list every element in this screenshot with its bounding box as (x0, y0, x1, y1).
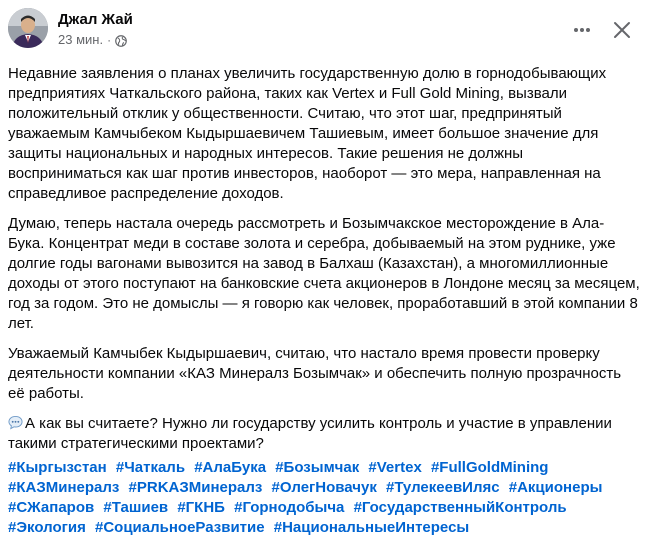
hashtag-link[interactable]: #СЖапаров (8, 499, 95, 516)
hashtag-link[interactable]: #Горнодобыча (234, 499, 345, 516)
meta-separator: · (107, 33, 112, 47)
post-question (8, 414, 640, 454)
avatar-photo (8, 8, 48, 48)
hashtag-link[interactable]: #Акционеры (508, 479, 603, 496)
author-name[interactable]: Джал Жай (58, 11, 133, 28)
hashtag-link[interactable]: #Ташиев (103, 499, 169, 516)
hashtag-link[interactable]: #ТулекеевИляс (386, 479, 500, 496)
speech-bubble-icon (8, 415, 23, 430)
more-options-button[interactable] (566, 14, 598, 46)
hashtag-list (8, 458, 640, 538)
hashtag-link[interactable]: #ГосударственныйКонтроль (353, 499, 567, 516)
post-paragraph: Недавние заявления о планах увеличить государственную долю в горнодобывающих предприятиях Чаткальского района, таких как Vertex и Full Gold Mining, вызвали положительный отклик у общественности. Считаю, что этот шаг, предпринятый уважаемым Камчыбеком Кыдыршаевичем Ташиевым, имеет большое значение для защиты национальных и народных интересов. Такие решения не должны восприниматься как шаг против инвесторов, наоборот — это мера, направленная на справедливое распределение доходов. (8, 65, 607, 202)
hashtag-link[interactable]: #ГКНБ (177, 499, 225, 516)
post-body (8, 64, 640, 548)
more-horizontal-icon (572, 20, 592, 40)
close-button[interactable] (606, 14, 638, 46)
hashtag-link[interactable]: #НациональныеИнтересы (273, 519, 470, 536)
hashtag-link[interactable]: #Бозымчак (275, 459, 360, 476)
close-icon (613, 21, 631, 39)
post-paragraph: Уважаемый Камчыбек Кыдыршаевич, считаю, что настало время провести проверку деятельности компании «КАЗ Минералз Бозымчак» и обеспечить полную прозрачность её работы. (8, 345, 622, 402)
post-meta (58, 32, 127, 48)
hashtag-link[interactable]: #АлаБука (194, 459, 267, 476)
hashtag-link[interactable]: #СоциальноеРазвитие (95, 519, 265, 536)
post-time[interactable]: 23 мин. (58, 32, 104, 47)
globe-icon[interactable] (115, 35, 127, 47)
hashtag-link[interactable]: #FullGoldMining (430, 459, 549, 476)
question-text: А как вы считаете? Нужно ли государству усилить контроль и участие в управлении такими стратегическими проектами? (8, 415, 612, 452)
hashtag-link[interactable]: #Vertex (368, 459, 422, 476)
hashtag-link[interactable]: #Чаткаль (115, 459, 186, 476)
hashtag-link[interactable]: #PRKAЗМинералз (128, 479, 263, 496)
hashtag-link[interactable]: #ОлегНовачук (271, 479, 377, 496)
hashtag-link[interactable]: #Кыргызстан (8, 459, 107, 476)
hashtag-link[interactable]: #КАЗМинералз (8, 479, 120, 496)
post-paragraph: Думаю, теперь настала очередь рассмотреть и Бозымчакское месторождение в Ала-Бука. Концентрат меди в составе золота и серебра, добываемый на этом руднике, уже долгие годы вагонами вывозится на завод в Балхаш (Казахстан), а многомиллионные доходы от этого поступают на банковские счета акционеров в Лондоне месяц за месяцем, год за годом. Это не домыслы — я говорю как человек, проработавший в этой компании 8 лет. (8, 215, 640, 332)
hashtag-link[interactable]: #Экология (8, 519, 86, 536)
author-avatar[interactable] (8, 8, 48, 48)
post-header (0, 0, 645, 60)
